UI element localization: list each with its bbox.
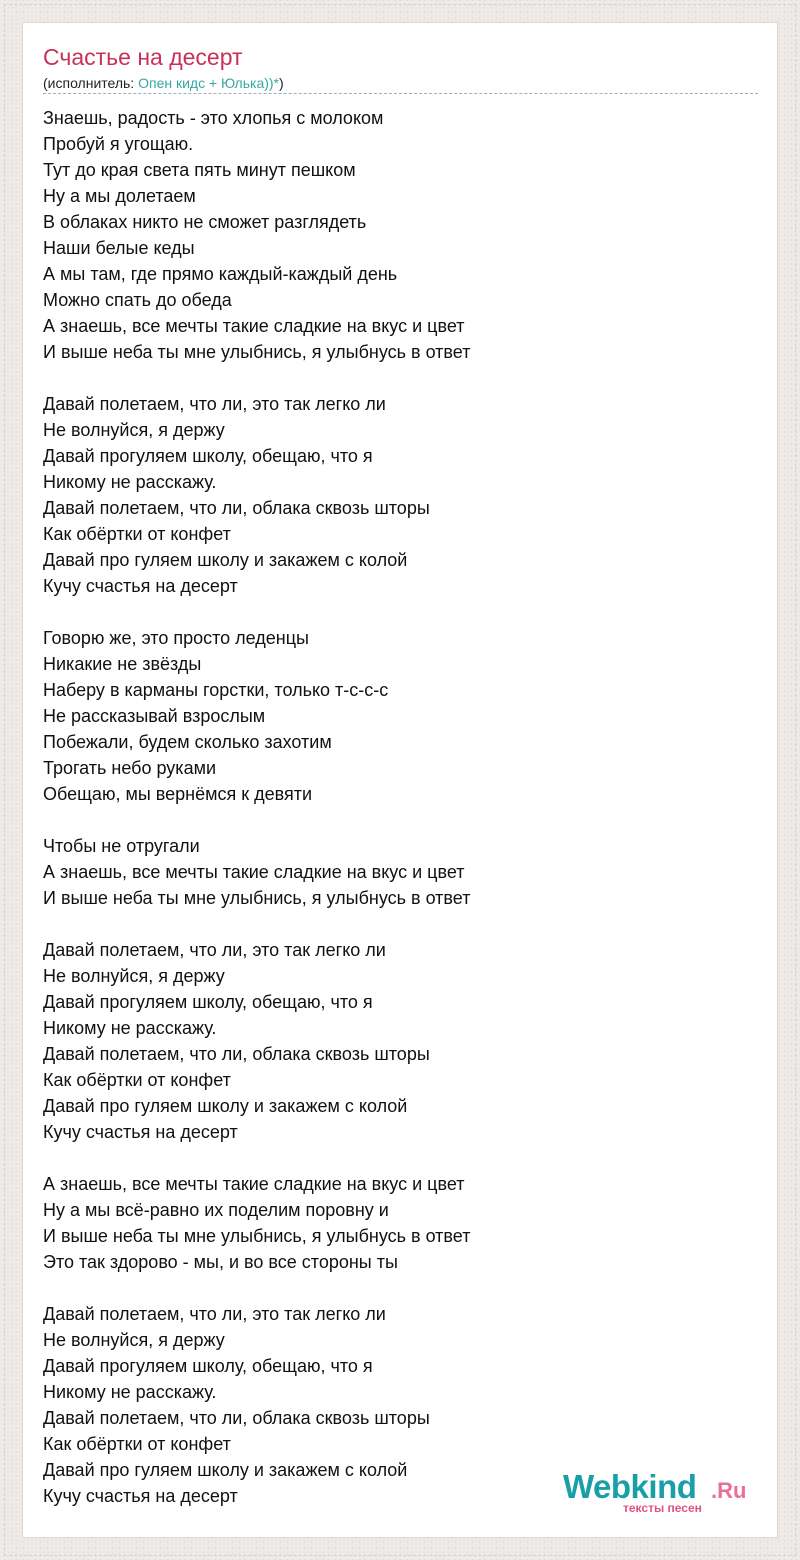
lyric-line: Как обёртки от конфет [43, 524, 231, 544]
lyric-line: Ну а мы всё-равно их поделим поровну и [43, 1200, 389, 1220]
lyric-line: Давай полетаем, что ли, облака сквозь шторы [43, 1044, 430, 1064]
lyric-line: А знаешь, все мечты такие сладкие на вкус и цвет [43, 316, 465, 336]
stanza-bridge [43, 1171, 470, 1275]
lyric-line: Никому не расскажу. [43, 472, 217, 492]
lyric-line: Как обёртки от конфет [43, 1070, 231, 1090]
artist-prefix: (исполнитель: [43, 75, 139, 91]
lyric-line: Наберу в карманы горстки, только т-с-с-с [43, 680, 389, 700]
stanza-chorus2 [43, 937, 470, 1145]
artist-suffix: ) [279, 75, 284, 91]
lyric-line: Никому не расскажу. [43, 1382, 217, 1402]
stanza-gap [43, 807, 470, 833]
lyric-line: Не рассказывай взрослым [43, 706, 266, 726]
stanza-verse1 [43, 105, 470, 365]
stanza-chorus3 [43, 1301, 470, 1509]
site-logo[interactable] [563, 1467, 763, 1517]
lyric-line: Никому не расскажу. [43, 1018, 217, 1038]
lyric-line: Обещаю, мы вернёмся к девяти [43, 784, 313, 804]
lyrics-card [22, 22, 778, 1538]
lyric-line: А мы там, где прямо каждый-каждый день [43, 264, 398, 284]
stanza-verse3 [43, 833, 470, 911]
stanza-gap [43, 1275, 470, 1301]
lyric-line: Давай полетаем, что ли, это так легко ли [43, 940, 386, 960]
artist-line [43, 73, 284, 93]
lyric-line: Кучу счастья на десерт [43, 1122, 238, 1142]
song-title: Счастье на десерт [43, 44, 243, 70]
lyric-line: Знаешь, радость - это хлопья с молоком [43, 108, 384, 128]
logo-tld: .Ru [711, 1478, 747, 1503]
logo-tagline: тексты песен [623, 1501, 702, 1515]
stanza-gap [43, 911, 470, 937]
lyric-line: Побежали, будем сколько захотим [43, 732, 332, 752]
lyric-line: Давай полетаем, что ли, это так легко ли [43, 1304, 386, 1324]
stanza-gap [43, 1145, 470, 1171]
header-divider [43, 93, 758, 94]
lyric-line: А знаешь, все мечты такие сладкие на вкус и цвет [43, 862, 465, 882]
stanza-gap [43, 599, 470, 625]
lyric-line: Давай полетаем, что ли, облака сквозь шторы [43, 1408, 430, 1428]
lyric-line: Давай прогуляем школу, обещаю, что я [43, 1356, 373, 1376]
lyric-line: Пробуй я угощаю. [43, 134, 194, 154]
lyric-line: Как обёртки от конфет [43, 1434, 231, 1454]
lyric-line: Давай про гуляем школу и закажем с колой [43, 1460, 408, 1480]
lyric-line: Трогать небо руками [43, 758, 217, 778]
stanza-chorus1 [43, 391, 470, 599]
stanza-gap [43, 365, 470, 391]
lyric-line: И выше неба ты мне улыбнись, я улыбнусь в ответ [43, 1226, 471, 1246]
lyric-line: Наши белые кеды [43, 238, 195, 258]
lyric-line: Кучу счастья на десерт [43, 576, 238, 596]
lyric-line: Ну а мы долетаем [43, 186, 196, 206]
lyric-line: А знаешь, все мечты такие сладкие на вкус и цвет [43, 1174, 465, 1194]
lyric-line: И выше неба ты мне улыбнись, я улыбнусь в ответ [43, 888, 471, 908]
lyrics-body [43, 105, 470, 1509]
lyric-line: Давай про гуляем школу и закажем с колой [43, 1096, 408, 1116]
lyric-line: Давай полетаем, что ли, облака сквозь шторы [43, 498, 430, 518]
stanza-verse2 [43, 625, 470, 807]
lyric-line: Не волнуйся, я держу [43, 1330, 225, 1350]
lyric-line: Давай прогуляем школу, обещаю, что я [43, 446, 373, 466]
lyric-line: Можно спать до обеда [43, 290, 232, 310]
lyric-line: Давай про гуляем школу и закажем с колой [43, 550, 408, 570]
lyric-line: Не волнуйся, я держу [43, 966, 225, 986]
lyric-line: Это так здорово - мы, и во все стороны ты [43, 1252, 398, 1272]
lyric-line: Давай прогуляем школу, обещаю, что я [43, 992, 373, 1012]
lyric-line: Не волнуйся, я держу [43, 420, 225, 440]
lyric-line: Тут до края света пять минут пешком [43, 160, 356, 180]
lyric-line: Кучу счастья на десерт [43, 1486, 238, 1506]
lyric-line: Никакие не звёзды [43, 654, 202, 674]
artist-link[interactable]: Опен кидс + Юлька))* [138, 75, 280, 91]
lyric-line: Давай полетаем, что ли, это так легко ли [43, 394, 386, 414]
lyric-line: И выше неба ты мне улыбнись, я улыбнусь в ответ [43, 342, 471, 362]
lyric-line: Чтобы не отругали [43, 836, 200, 856]
lyric-line: Говорю же, это просто леденцы [43, 628, 309, 648]
lyric-line: В облаках никто не сможет разглядеть [43, 212, 367, 232]
logo-brand: Webkind [563, 1468, 697, 1505]
